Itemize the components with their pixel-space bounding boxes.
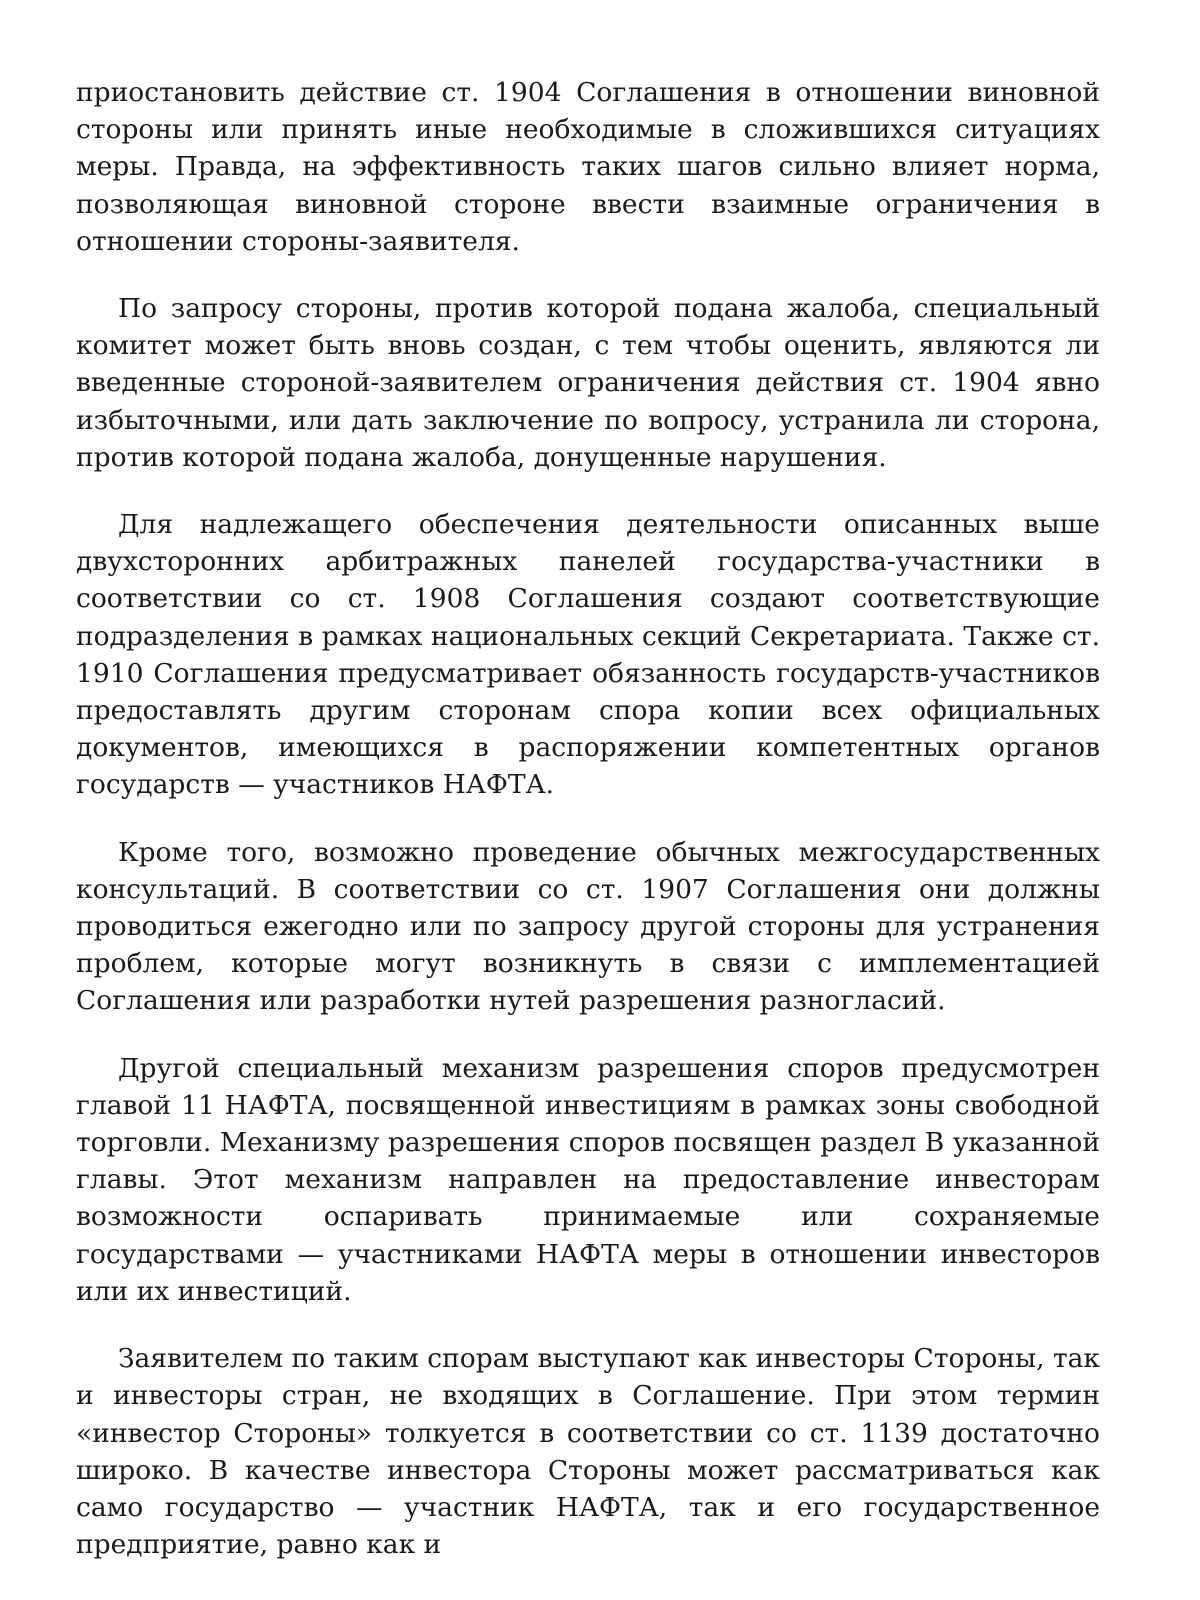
document-page <box>76 74 1100 1593</box>
paragraph-3: Для надлежащего обеспечения деятельности описанных выше двухсторонних арбитражных панелей государства-участники в соответствии со ст. 1908 Соглашения создают соответствующие подразделения в рамках национальных секций Секретариата. Также ст. 1910 Соглашения предусматривает обязанность государств-участников предоставлять другим сторонам спора копии всех официальных документов, имеющихся в распоряжении компетентных органов государств — участников НАФТА. <box>76 509 1100 801</box>
paragraph-5: Другой специальный механизм разрешения споров предусмотрен главой 11 НАФТА, посвященной инвестициям в рамках зоны свободной торговли. Механизму разрешения споров посвящен раздел B указанной главы. Этот механизм направлен на предоставление инвесторам возможности оспаривать принимаемые или сохраняемые государствами — участниками НАФТА меры в отношении инвесторов или их инвестиций. <box>76 1052 1100 1307</box>
paragraph-2: По запросу стороны, против которой подана жалоба, специальный комитет может быть вновь создан, с тем чтобы оценить, являются ли введенные стороной-заявителем ограничения действия ст. 1904 явно избыточными, или дать заключение по вопросу, устранила ли сторона, против которой подана жалоба, донущенные нарушения. <box>76 293 1100 473</box>
paragraph-1: приостановить действие ст. 1904 Соглашения в отношении виновной стороны или принять иные необходимые в сложившихся ситуациях меры. Правда, на эффективность таких шагов сильно влияет норма, позволяющая виновной стороне ввести взаимные ограничения в отношении стороны-заявителя. <box>76 77 1100 257</box>
paragraph-4: Кроме того, возможно проведение обычных межгосударственных консультаций. В соответствии со ст. 1907 Соглашения они должны проводиться ежегодно или по запросу другой стороны для устранения проблем, которые могут возникнуть в связи с имплементацией Соглашения или разработки нутей разрешения разногласий. <box>76 836 1100 1017</box>
paragraph-6: Заявителем по таким спорам выступают как инвесторы Стороны, так и инвесторы стран, не входящих в Соглашение. При этом термин «инвестор Стороны» толкуется в соответствии со ст. 1139 достаточно широко. В качестве инвестора Стороны может рассматриваться как само государство — участник НАФТА, так и его государственное предприятие, равно как и <box>76 1343 1100 1561</box>
